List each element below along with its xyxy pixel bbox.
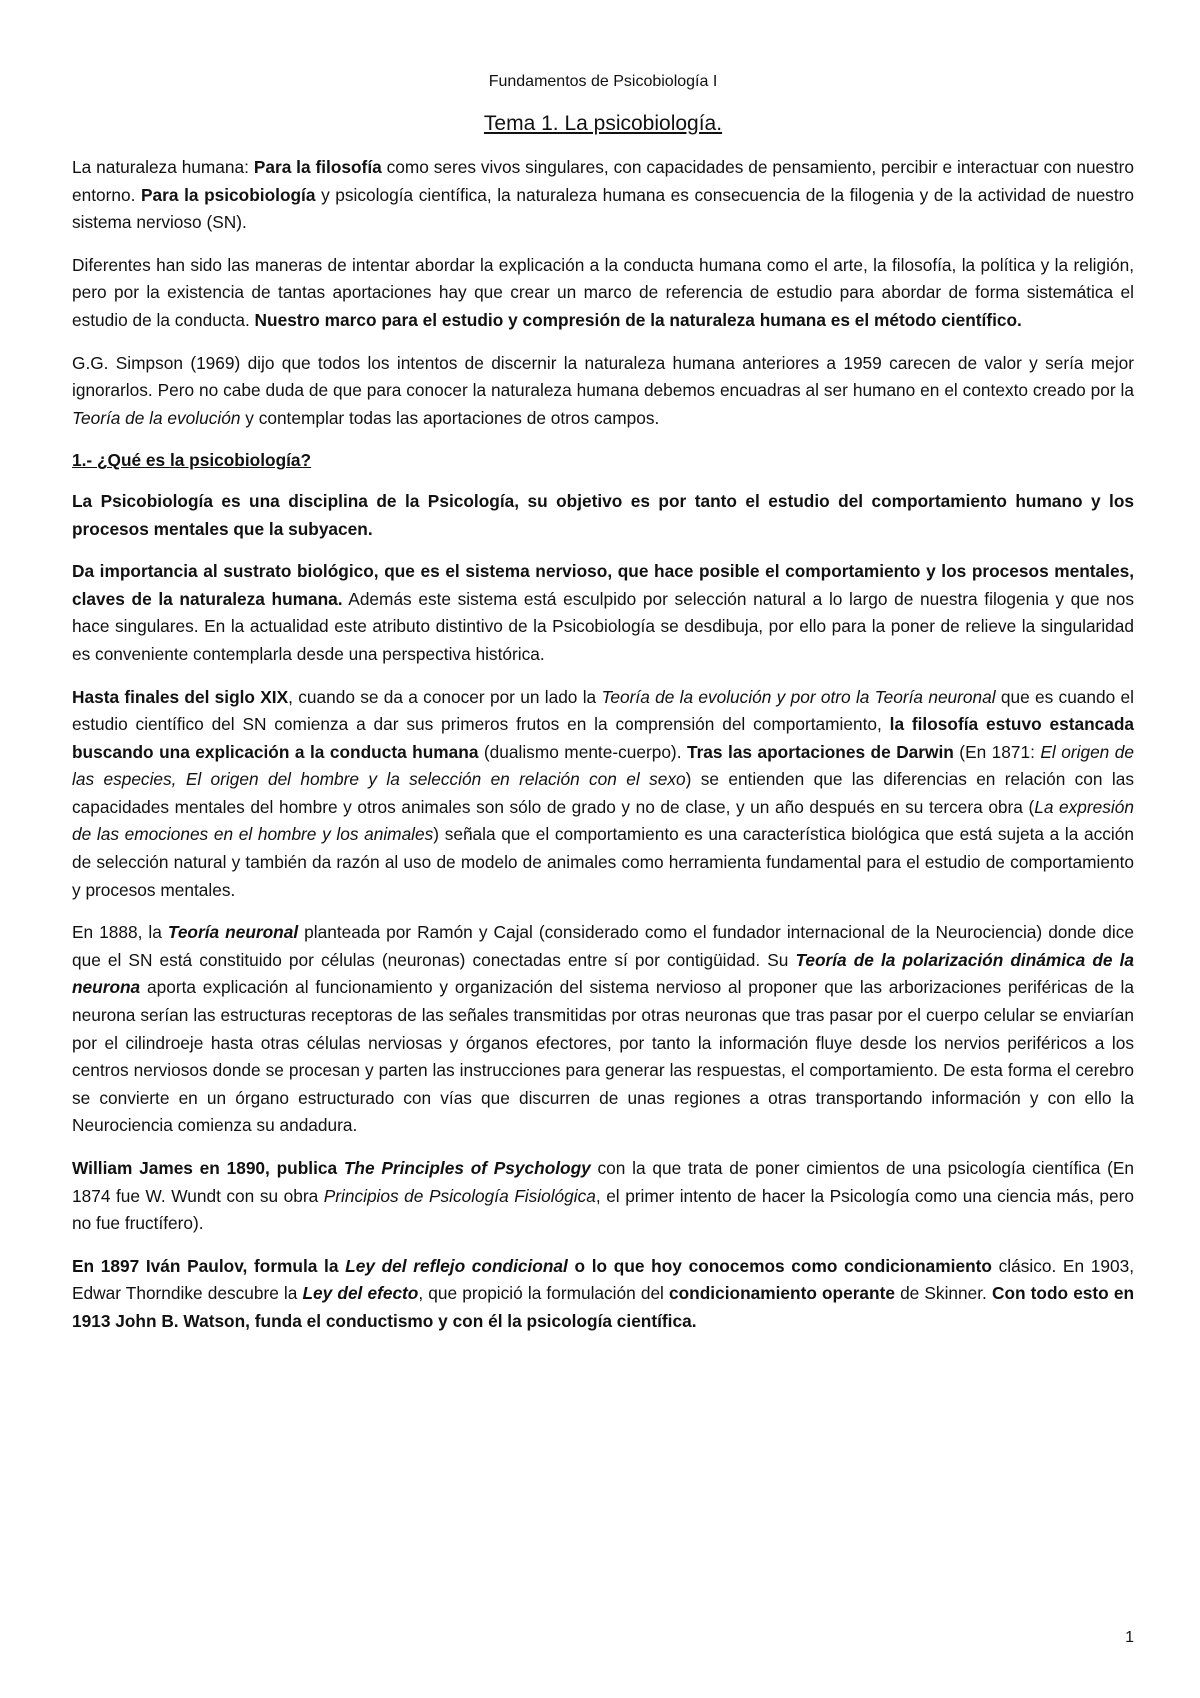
text-run: William James en 1890, publica xyxy=(72,1158,344,1178)
text-run: de Skinner. xyxy=(894,1283,992,1304)
text-run: la filosofía estuvo estancada buscando una explicación a la conducta humana xyxy=(72,714,1135,762)
text-run: La naturaleza humana: xyxy=(72,157,254,177)
text-run: Da importancia al sustrato biológico, que es el sistema nervioso, que hace posible el comportamiento y los procesos mentales, claves de la naturaleza humana. xyxy=(72,561,1134,609)
text-run: El origen de las especies, El origen del hombre y la selección en relación con el sexo xyxy=(72,741,1134,790)
text-run: Con todo esto en 1913 John B. Watson, funda el conductismo y con él la psicología científica. xyxy=(72,1283,1135,1331)
paragraph-william-james xyxy=(72,1155,1134,1238)
paragraph-sustrato-biologico xyxy=(72,558,1134,668)
text-run: The Principles of Psychology xyxy=(343,1158,591,1178)
text-run: y contemplar todas las aportaciones de otros campos. xyxy=(240,407,660,428)
text-run: aporta explicación al funcionamiento y organización del sistema nervioso al proponer que las arborizaciones periféricas de la neurona serían las estructuras receptoras de las señales transmitidas por otras neuronas que tras pasar por el cuerpo celular se enviarían por el cilindroeje hasta otras células nerviosas y órganos efectores, por tanto la información fluye desde los nervios periféricos a los centros nerviosos donde se procesan y parten las instrucciones para generar las respuestas, el comportamiento. De esta forma el cerebro se convierte en un órgano estructurado con vías que discurren de unas regiones a otras transportando información y con ello la Neurociencia comienza su andadura. xyxy=(72,977,1134,1136)
text-run: planteada por Ramón y Cajal (considerado como el fundador internacional de la Neurociencia) donde dice que el SN está constituido por células (neuronas) conectadas entre sí por contigüidad. Su xyxy=(72,922,1134,970)
page-number: 1 xyxy=(1125,1629,1134,1646)
text-run: Hasta finales del siglo XIX xyxy=(72,686,289,707)
paragraph-siglo-xix xyxy=(72,684,1134,905)
text-run: , cuando se da a conocer por un lado la xyxy=(288,686,602,707)
text-run: Diferentes han sido las maneras de intentar abordar la explicación a la conducta humana como el arte, la filosofía, la política y la religión, pero por la existencia de tantas aportaciones hay que crear un marco de referencia de estudio para abordar de forma sistemática el estudio de la conducta. xyxy=(72,254,1134,330)
text-run: , que propició la formulación del xyxy=(418,1283,670,1304)
text-run: G.G. Simpson (1969) dijo que todos los intentos de discernir la naturaleza humana anteriores a 1959 carecen de valor y sería mejor ignorarlos. Pero no cabe duda de que para conocer la naturaleza humana debemos encuadras al ser humano en el contexto creado por la xyxy=(72,352,1134,401)
text-run: condicionamiento xyxy=(844,1255,992,1276)
document-title: Tema 1. La psicobiología. xyxy=(483,112,723,135)
text-run: clásico. En 1903, Edwar Thorndike descubre la xyxy=(72,1255,1134,1304)
text-run: En 1888, la xyxy=(72,922,168,943)
text-run: como seres vivos singulares, con capacidades de pensamiento, percibir e interactuar con nuestro entorno. xyxy=(72,157,1134,205)
text-run: condicionamiento operante xyxy=(669,1283,895,1304)
text-run: Teoría de la polarización dinámica de la neurona xyxy=(72,949,1134,998)
text-run: Principios de Psicología Fisiológica xyxy=(323,1185,596,1206)
paragraph-paulov xyxy=(72,1253,1134,1336)
text-run: Teoría de la evolución y por otro la Teoría neuronal xyxy=(601,686,996,707)
section-heading-que-es: 1.- ¿Qué es la psicobiología? xyxy=(72,450,312,471)
text-run: que es cuando el estudio científico del SN comienza a dar sus primeros frutos en la comprensión del comportamiento, xyxy=(72,686,1134,735)
text-run: (dualismo mente-cuerpo). xyxy=(478,741,687,762)
text-run: (En 1871: xyxy=(953,741,1041,762)
text-run: Ley del reflejo condicional xyxy=(345,1255,568,1276)
text-run: Para la psicobiología xyxy=(141,184,316,205)
text-run: o lo que hoy conocemos como xyxy=(567,1255,845,1276)
text-run: Teoría neuronal xyxy=(167,922,299,943)
text-run: Teoría de la evolución xyxy=(72,407,241,428)
text-run: y psicología científica, la naturaleza humana es consecuencia de la filogenia y de la actividad de nuestro sistema nervioso (SN). xyxy=(72,184,1134,233)
text-run: La expresión de las emociones en el hombre y los animales xyxy=(72,796,1134,845)
paragraph-definicion xyxy=(72,488,1134,543)
text-run: , el primer intento de hacer la Psicología como una ciencia más, pero no fue fructífero). xyxy=(72,1185,1134,1234)
text-run: ) se entienden que las diferencias en relación con las capacidades mentales del hombre y otros animales son sólo de grado y no de clase, y un año después en su tercera obra ( xyxy=(72,769,1134,817)
text-run: Para la filosofía xyxy=(253,157,382,177)
running-header: Fundamentos de Psicobiología I xyxy=(488,73,718,90)
paragraph-maneras-conducta xyxy=(72,252,1134,335)
text-run: Además este sistema está esculpido por selección natural a lo largo de nuestra filogenia y que nos hace singulares. En la actualidad este atributo distintivo de la Psicobiología se desdibuja, por ello para la poner de relieve la singularidad es conveniente contemplarla desde una perspectiva histórica. xyxy=(72,588,1134,664)
text-run: Tras las aportaciones de Darwin xyxy=(686,741,954,762)
text-run: La Psicobiología es una disciplina de la Psicología, su objetivo es por tanto el estudio del comportamiento humano y los procesos mentales que la subyacen. xyxy=(72,490,1134,539)
text-run: Ley del efecto xyxy=(302,1283,419,1304)
paragraph-simpson xyxy=(72,350,1134,433)
paragraph-naturaleza-humana xyxy=(72,154,1134,237)
text-run: con la que trata de poner cimientos de una psicología científica (En 1874 fue W. Wundt con su obra xyxy=(72,1158,1134,1206)
text-run: Nuestro marco para el estudio y compresión de la naturaleza humana es el método científico. xyxy=(254,309,1022,330)
paragraph-teoria-neuronal xyxy=(72,919,1134,1140)
text-run: ) señala que el comportamiento es una característica biológica que está sujeta a la acción de selección natural y también da razón al uso de modelo de animales como herramienta fundamental para el estudio de comportamiento y procesos mentales. xyxy=(72,824,1134,900)
text-run: En 1897 Iván Paulov, formula la xyxy=(72,1255,346,1276)
